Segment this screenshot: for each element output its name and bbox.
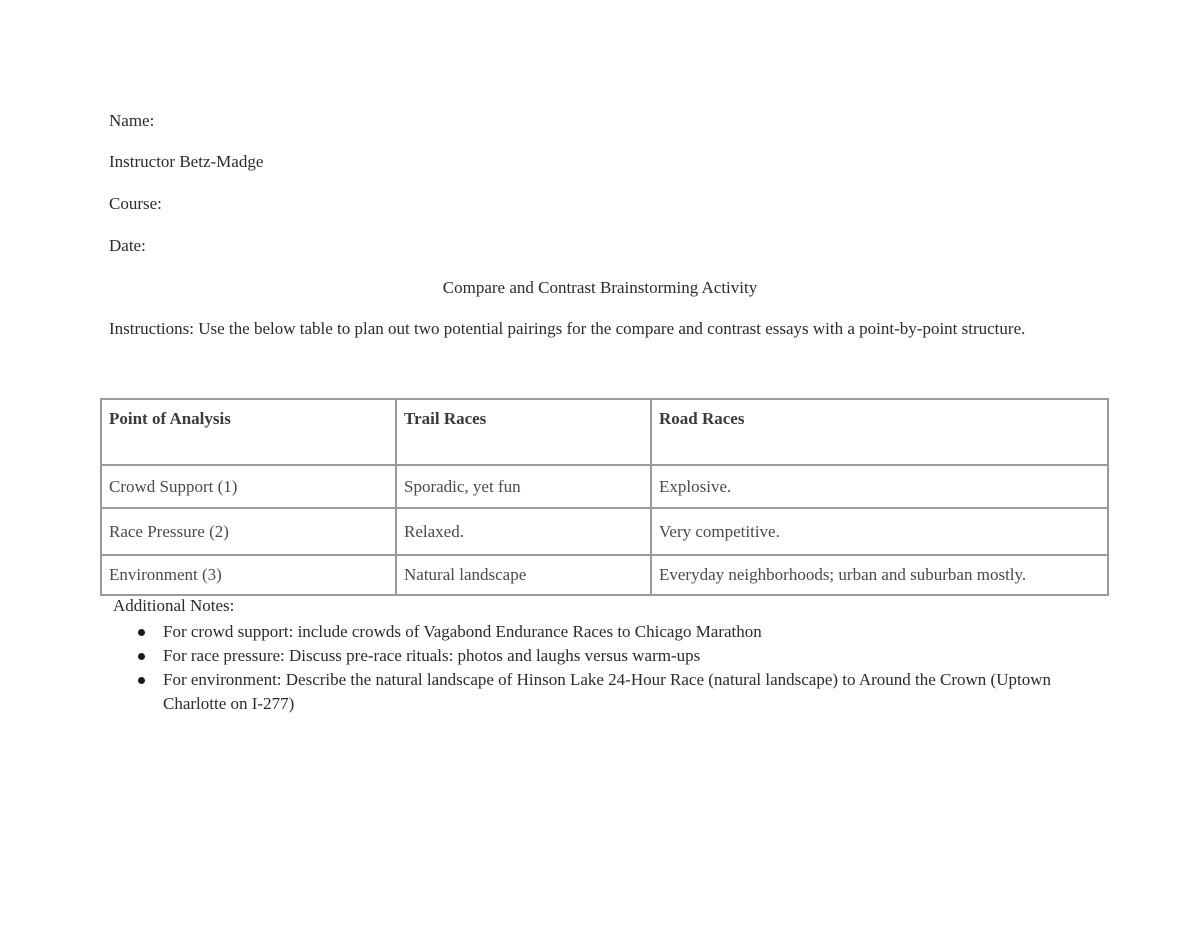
notes-list: [163, 620, 1063, 716]
list-item: [163, 644, 1063, 668]
bullet-icon: [138, 653, 145, 660]
table-cell: Very competitive.: [651, 508, 1108, 555]
additional-notes-label: Additional Notes:: [113, 596, 235, 615]
date-field-label: Date:: [109, 236, 146, 255]
table-row: [101, 555, 1108, 595]
table-cell: Everyday neighborhoods; urban and suburban mostly.: [651, 555, 1108, 595]
list-item-text: For race pressure: Discuss pre-race rituals: photos and laughs versus warm-ups: [163, 646, 701, 665]
table-cell: Explosive.: [651, 465, 1108, 508]
course-field-label: Course:: [109, 194, 162, 213]
name-field-label: Name:: [109, 111, 155, 130]
table-cell: Relaxed.: [396, 508, 651, 555]
list-item: [163, 620, 1063, 644]
list-item-text: For crowd support: include crowds of Vagabond Endurance Races to Chicago Marathon: [163, 622, 762, 641]
table-cell: Environment (3): [101, 555, 396, 595]
bullet-icon: [138, 629, 145, 636]
table-row: [101, 465, 1108, 508]
table-header-cell: Trail Races: [396, 399, 651, 465]
table-header-cell: Point of Analysis: [101, 399, 396, 465]
table-cell: Crowd Support (1): [101, 465, 396, 508]
table-header-row: [101, 399, 1108, 465]
list-item-text: For environment: Describe the natural landscape of Hinson Lake 24-Hour Race (natural landscape) to Around the Crown (Uptown Charlotte on I-277): [163, 670, 1051, 713]
document-title: Compare and Contrast Brainstorming Activity: [442, 278, 758, 297]
table-row: [101, 508, 1108, 555]
instructions-text: Instructions: Use the below table to plan out two potential pairings for the compare and contrast essays with a point-by-point structure.: [109, 319, 1026, 338]
list-item: [163, 668, 1063, 716]
instructor-line: Instructor Betz-Madge: [109, 152, 264, 171]
comparison-table: [100, 398, 1109, 596]
bullet-icon: [138, 677, 145, 684]
table-cell: Race Pressure (2): [101, 508, 396, 555]
table-cell: Natural landscape: [396, 555, 651, 595]
table-cell: Sporadic, yet fun: [396, 465, 651, 508]
table-header-cell: Road Races: [651, 399, 1108, 465]
